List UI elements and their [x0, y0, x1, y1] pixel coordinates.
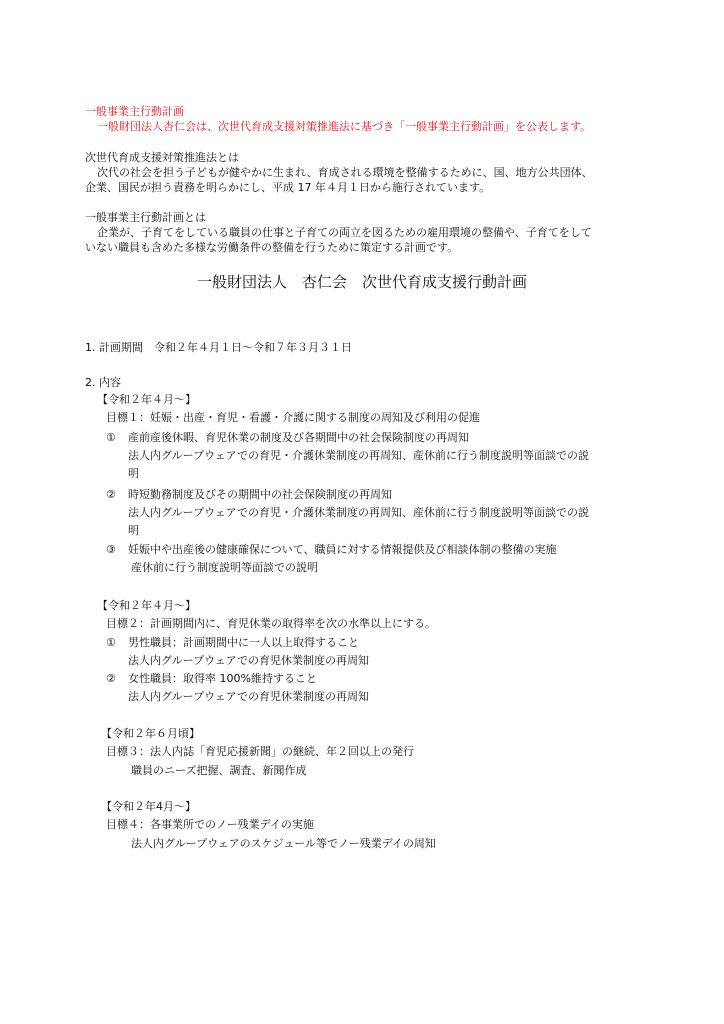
notice-body: 一般財団法人杏仁会は、次世代育成支援対策推進法に基づき「一般事業主行動計画」を公表します。 [97, 120, 592, 133]
goal-period: 【令和２年６月頃】 [101, 727, 200, 740]
contents-heading: 2. 内容 [85, 376, 121, 389]
goal-detail: 法人内グループウェアのスケジュール等でノー残業デイの周知 [131, 837, 436, 850]
goal-item-detail: 法人内グループウェアでの育児休業制度の再周知 [128, 690, 370, 703]
goal-title: 目標１：妊娠・出産・育児・看護・介護に関する制度の周知及び利用の促進 [106, 411, 480, 424]
law-section-line: 企業、国民が担う責務を明らかにし、平成 17 年４月１日から施行されています。 [85, 181, 491, 194]
goal-item-detail: 法人内グループウェアでの育児・介護休業制度の再周知、産休前に行う制度説明等面談での説 [128, 506, 590, 519]
plan-period: 1. 計画期間 令和２年４月１日～令和７年３月３１日 [85, 341, 352, 354]
item-marker: ② [106, 672, 116, 685]
goal-item-detail: 明 [128, 467, 139, 480]
goal-period: 【令和２年4月～】 [101, 800, 196, 813]
goal-item-detail: 産休前に行う制度説明等面談での説明 [131, 561, 318, 574]
goal-item: 女性職員：取得率 100%維持すること [128, 672, 317, 685]
item-marker: ① [106, 636, 116, 649]
goal-title: 目標３：法人内誌「育児応援新聞」の継続、年２回以上の発行 [106, 745, 414, 758]
law-section-line: 次代の社会を担う子どもが健やかに生まれ、育成される環境を整備するために、国、地方公共団体、 [97, 166, 593, 179]
notice-heading: 一般事業主行動計画 [85, 105, 184, 118]
goal-item: 産前産後休暇、育児休業の制度及び各期間中の社会保険制度の再周知 [128, 431, 469, 444]
goal-item-detail: 法人内グループウェアでの育児・介護休業制度の再周知、産休前に行う制度説明等面談での説 [128, 449, 590, 462]
goal-detail: 職員のニーズ把握、調査、新聞作成 [131, 764, 307, 777]
goal-item: 妊娠中や出産後の健康確保について、職員に対する情報提供及び相談体制の整備の実施 [128, 543, 557, 556]
plan-section-heading: 一般事業主行動計画とは [85, 211, 206, 224]
goal-title: 目標４：各事業所でのノー残業デイの実施 [106, 818, 314, 831]
document-title: 一般財団法人 杏仁会 次世代育成支援行動計画 [196, 273, 527, 291]
law-section-heading: 次世代育成支援対策推進法とは [85, 151, 239, 164]
goal-title: 目標２：計画期間内に、育児休業の取得率を次の水準以上にする。 [106, 617, 436, 630]
item-marker: ③ [106, 543, 116, 556]
plan-section-line: 企業が、子育てをしている職員の仕事と子育ての両立を図るための雇用環境の整備や、子育てをして [97, 226, 592, 239]
plan-section-line: いない職員も含めた多様な労働条件の整備を行うために策定する計画です。 [85, 241, 459, 254]
goal-item-detail: 法人内グループウェアでの育児休業制度の再周知 [128, 654, 370, 667]
item-marker: ① [106, 431, 116, 444]
goal-item: 時短勤務制度及びその期間中の社会保険制度の再周知 [128, 488, 392, 501]
goal-period: 【令和２年４月～】 [97, 599, 196, 612]
goal-period: 【令和２年４月～】 [97, 393, 196, 406]
goal-item: 男性職員：計画期間中に一人以上取得すること [128, 636, 359, 649]
item-marker: ② [106, 488, 116, 501]
goal-item-detail: 明 [128, 524, 139, 537]
